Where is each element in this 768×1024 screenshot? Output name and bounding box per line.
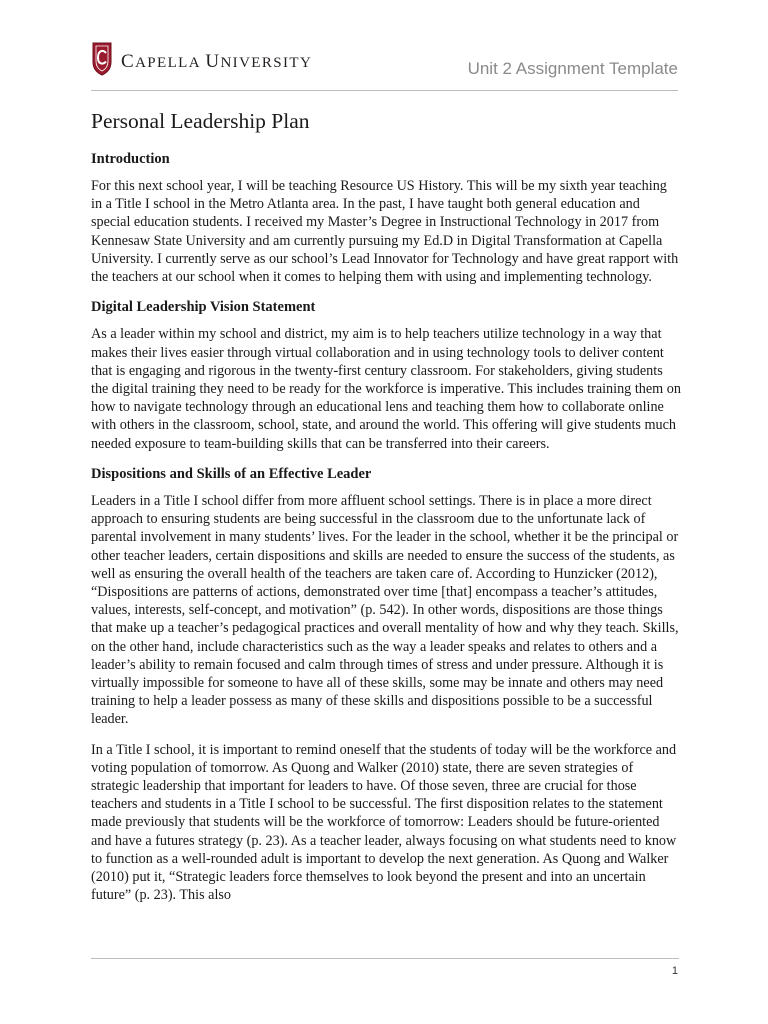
dispositions-paragraph-1: Leaders in a Title I school differ from more affluent school settings. There is in place a more direct approach to ensuring students are being successful in the classroom due to the unfortunate lack of parental involvement in many students’ lives. For the leader in the school, whether it be the principal or other teacher leaders, certain dispositions and skills are needed to ensure the success of the students, as well as ensuring the overall health of the teachers are taken care of. According to Hunzicker (2012), “Dispositions are patterns of actions, demonstrated over time [that] encompass a teacher’s attitudes, values, interests, self-concept, and motivation” (p. 542). In other words, dispositions are those things that make up a teacher’s pedagogical practices and overall mentality of how and why they teach. Skills, on the other hand, include characteristics such as the way a leader speaks and relates to others and a leader’s ability to remain focused and calm through times of stress and under pressure. Although it is virtually impossible for someone to have all of these skills, some may be innate and others may need training to help a leader possess as many of these skills and dispositions possible to be a successful leader.	[91, 492, 679, 728]
page-header	[91, 42, 678, 92]
document-body	[91, 108, 681, 916]
section-heading-dispositions: Dispositions and Skills of an Effective Leader	[91, 465, 372, 482]
dispositions-paragraph-2: In a Title I school, it is important to remind oneself that the students of today will be the workforce and voting population of tomorrow. As Quong and Walker (2010) state, there are seven strategies of strategic leadership that important for leaders to have. Of those seven, three are crucial for those teachers and students in a Title I school to be successful. The first disposition relates to the statement made previously that students will be the workforce of tomorrow: Leaders should be future-oriented and have a futures strategy (p. 23). As a teacher leader, always focusing on what students need to know to function as a well-rounded adult is important to develop the next generation. As Quong and Walker (2010) put it, “Strategic leaders force themselves to look beyond the present and into an uncertain future” (p. 23). This also	[91, 741, 677, 904]
page-number: 1	[671, 965, 678, 977]
document-title: Personal Leadership Plan	[91, 109, 310, 133]
template-title: Unit 2 Assignment Template	[467, 59, 678, 78]
introduction-paragraph: For this next school year, I will be teaching Resource US History. This will be my sixth year teaching in a Title I school in the Metro Atlanta area. In the past, I have taught both general education and special education students. I received my Master’s Degree in Instructional Technology in 2017 from Kennesaw State University and am currently pursuing my Ed.D in Digital Transformation at Capella University. I currently serve as our school’s Lead Innovator for Technology and have great rapport with the teachers at our school when it comes to helping them with using and implementing technology.	[91, 178, 679, 286]
header-divider	[91, 90, 678, 91]
capella-shield-logo-icon	[91, 42, 113, 76]
university-name: CAPELLA UNIVERSITY	[121, 51, 313, 72]
vision-statement-paragraph: As a leader within my school and district, my aim is to help teachers utilize technology in a way that makes their lives easier through virtual collaboration and in using technology tools to deliver content that is engaging and rigorous in the twenty-first century classroom. For stakeholders, giving students the digital training they need to be ready for the workforce is imperative. This includes training them on how to navigate technology through an educational lens and teaching them how to collaborate online with others in the classroom, school, state, and around the world. This offering will give students much needed exposure to team-building skills that can be transferred into their careers.	[91, 326, 681, 452]
section-heading-introduction: Introduction	[91, 150, 170, 167]
section-heading-vision-statement: Digital Leadership Vision Statement	[91, 299, 316, 316]
footer-divider	[91, 958, 679, 959]
